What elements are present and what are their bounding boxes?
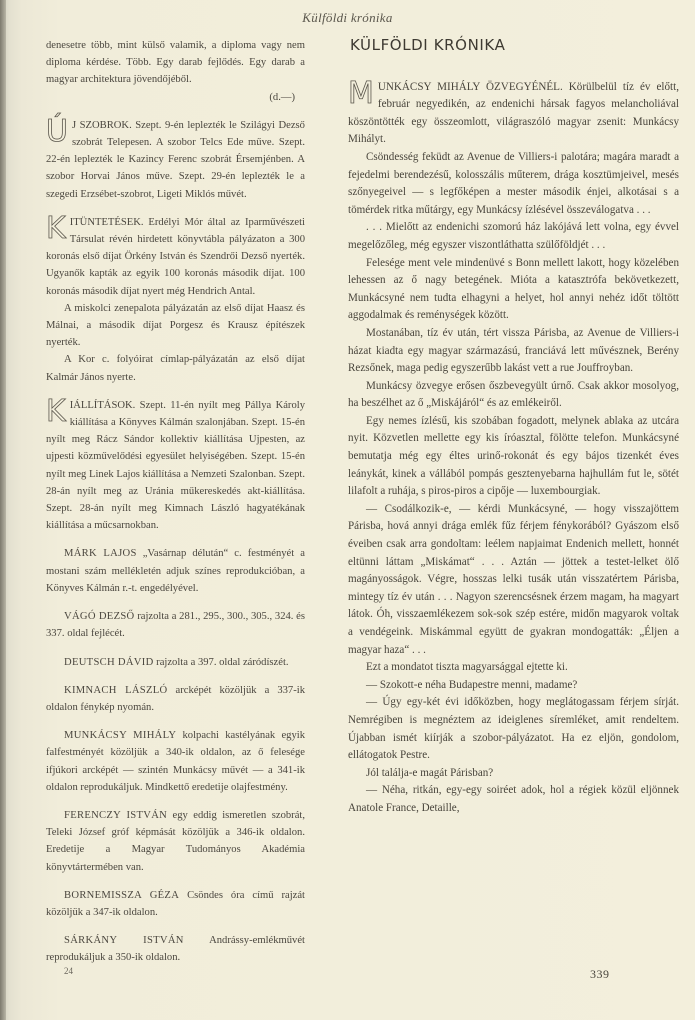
note-paragraph (46, 807, 305, 876)
page-binding-shadow (0, 0, 6, 1020)
note-text: rajzolta a 397. oldal záródíszét. (153, 656, 289, 668)
drop-cap-k: K (46, 210, 66, 246)
kituntetesek-text: Erdélyi Mór által az Iparművészeti Társulat révén hirdetett könyvtábla pályázaton a 300 koronás első díjat Örkény István és Szendrői Dezső nyerték. Ugyanők kapták az egyik 100 koronás második díjat. 100 koronás második díjat nyert még Hendrich Antal. (46, 216, 305, 297)
article-paragraph: Jól találja-e magát Párisban? (366, 766, 494, 779)
article-text: Körülbelül tíz év előtt, február negyedikén, az endenichi hársak fagyos melancholiával köszöntötték egy összeomlott, világraszóló magyar zsenit: Munkácsy Mihályt. (348, 80, 679, 146)
article-paragraph: — Úgy egy-két évi időközben, hogy meglátogassam férjem sírját. Nemrégiben is megnéztem az ideiglenes síremléket, amit rendeltem. Újabban ismét kiírják a szobor-pályázatot. Ha ez eljön, gondolom, ellátogatok Pestre. (348, 696, 679, 762)
signature-mark: 24 (64, 966, 73, 976)
kiallitasok-paragraph (46, 393, 305, 535)
note-text: rajzolta a 281., 295., 300., 305., 324. és 337. oldal fejlécét. (46, 611, 305, 640)
page-number: 339 (590, 967, 610, 981)
note-lead: MÁRK LAJOS (64, 548, 137, 560)
uj-szobrok-lead: J SZOBROK. (71, 119, 132, 131)
article-paragraph: — Néha, ritkán, egy-egy soiréet adok, hol a régiek közül eljönnek Anatole France, Detaille, (348, 784, 679, 814)
note-lead: KIMNACH LÁSZLÓ (64, 684, 168, 696)
note-lead: BORNEMISSZA GÉZA (64, 889, 180, 901)
note-paragraph (46, 654, 305, 671)
note-paragraph (46, 608, 305, 642)
continuation-paragraph (46, 37, 305, 106)
note-paragraph (46, 545, 305, 597)
kituntetesek-paragraph (46, 210, 305, 300)
left-column (46, 37, 305, 967)
note-paragraph (46, 887, 305, 921)
drop-cap-m: M (348, 75, 374, 111)
kor-paragraph: A Kor c. folyóirat címlap-pályázatán az első díjat Kalmár János nyerte. (46, 354, 305, 383)
uj-szobrok-text: Szept. 9-én leplezték le Szilágyi Dezső szobrát Telepesen. A szobor Telcs Ede műve. Szept. 22-én leplezték le Kazincy Ferenc szobrát Érsemjénben. A szobor Horvai János műve. Szept. 29-én leplezték le a szegedi Erzsébet-szobrot, Ligeti Miklós művét. (46, 119, 305, 200)
article-paragraph: Csöndesség feküdt az Avenue de Villiers-i palotára; magára maradt a fejedelmi berendezésű, kolosszális műterem, drága kosztümjeivel, mesés szőnyegeivel — s legfőképen a mester második énjei, alkotásai s a tömérdek ritka műtárgy, egy Munkácsy ízlésével összeválogatva . . . (348, 150, 679, 216)
note-lead: DEUTSCH DÁVID (64, 656, 154, 668)
note-text: „Vasárnap délután“ c. festményét a mostani szám mellékletén adjuk színes reprodukcióban, a Könyves Kálmán r.-t. engedélyével. (46, 548, 305, 594)
article-paragraph: — Csodálkozik-e, — kérdi Munkácsyné, — hogy visszajöttem Párisba, hová annyi drága emlék fűz férjem fénykorából? Gyászom első éveiben csak arra gondoltam: leélem napjaimat Endenich mellett, honnét eltünni láttam „Miskámat“ . . . Aztán — jöttek a testet-lelket ölő magányosságok. Végre, hosszas lelki tusák után visszatértem Párisba, mintegy tíz év után . . . Nagyon szerencsésnek érzem magam, ha magyart látok. Óh, visszaemlékezem sok-sok szép estére, midőn magyarok voltak a vendégeink. Miskámmal együtt de gyakran mondogatták: „Éljen a magyar haza“ . . . (348, 502, 679, 656)
kiallitasok-text: Szept. 11-én nyílt meg Pállya Károly kiállítása a Könyves Kálmán szalonjában. Szept. 15-én nyílt meg Rácz Sándor kollektiv kiállítása Ujpesten, az ujpesti közművelődési egyesület helyiségében. Szept. 15-én nyílt meg Linek Lajos kiállítása a Nemzeti Szalonban. Szept. 28-án nyílt meg az Uránia műkereskedés akt-kiállítása. Szept. 28-án nyílt meg Kimnach László hagyatékának kiállítása a műcsarnokban. (46, 399, 305, 532)
article-paragraph: — Szokott-e néha Budapestre menni, madame? (366, 678, 578, 691)
kiallitasok-lead: IÁLLÍTÁSOK. (69, 399, 136, 411)
note-lead: SÁRKÁNY ISTVÁN (64, 935, 184, 947)
article-paragraph: . . . Mielőtt az endenichi szomorú ház lakójává lett volna, egy évvel megelőzőleg, még egyszer viszontláthatta szülőföldjét . . . (348, 221, 679, 251)
section-title: KÜLFÖLDI KRÓNIKA (350, 36, 506, 54)
note-lead: MUNKÁCSY MIHÁLY (64, 730, 177, 742)
article-paragraph: Felesége ment vele mindenüvé s Bonn mellett lakott, hogy közelében lehessen az ő nagy betegének. Mióta a katasztrófa bekövetkezett, Munkácsyné nem tudta elhagyni a helyet, hol annyi nehéz időt töltött aggodalmak és reménységek között. (348, 256, 679, 322)
note-text: Andrássy-emlékművét reprodukáljuk a 350-ik oldalon. (46, 935, 305, 964)
note-paragraph (46, 682, 305, 716)
continuation-text: denesetre több, mint külső valamik, a diploma vagy nem diploma kérdése. Több. Egy darab fejlődés. Egy darab a magyar architektura jövendőjéből. (46, 40, 305, 86)
note-paragraph (46, 727, 305, 796)
article-opening-paragraph (348, 75, 679, 149)
right-column (348, 37, 679, 818)
article-lead: UNKÁCSY MIHÁLY ÖZVEGYÉNÉL. (377, 80, 563, 93)
note-text: egy eddig ismeretlen szobrát, Teleki József gróf képmását közöljük a 346-ik oldalon. Eredetije a Magyar Tudományos Akadémia könyvtártermében van. (46, 809, 305, 873)
article-paragraph: Munkácsy özvegye erősen őszbevegyült úrnő. Csak akkor mosolyog, ha beszélhet az ő „Miskájáról“ és az emlékeiről. (348, 379, 679, 410)
article-paragraph: Egy nemes ízlésű, kis szobában fogadott, melynek ablaka az utcára nyit. Közvetlen mellette egy kis íróasztal, fölötte telefon. Munkácsyné bemutatja még egy éltes urinő-rokonát és egy bájos tizenkét éves leánykát, kinek a vállából pompás gesztenyebarna hajhullám fut le, sötét lilafolt a ruhája, s piros-piros a cipője — luxembourgiak. (348, 414, 679, 498)
uj-szobrok-paragraph (46, 113, 305, 203)
note-paragraph (46, 932, 305, 966)
note-text: kolpachi kastélyának egyik falfestményét közöljük a 340-ik oldalon, az ő felesége ifjúkori arcképét — szintén Munkácsy művét — a 341-ik oldalon reprodukáljuk. Mindkettő eredetije olajfestmény. (46, 730, 305, 793)
kituntetesek-lead: ITÜNTETÉSEK. (69, 216, 144, 228)
article-paragraph: Ezt a mondatot tiszta magyarsággal ejtette ki. (366, 661, 568, 674)
article-paragraph: Mostanában, tíz év után, tért vissza Párisba, az Avenue de Villiers-i házat kiadta egy magyar származású, franciává lett művésznek, Berény Rezsőnek, maga pedig egyszerűbb lakást vett a rue Jouffroyban. (348, 326, 679, 375)
drop-cap-k2: K (46, 393, 66, 429)
author-signoff: (d.—) (269, 91, 295, 103)
running-head: Külföldi krónika (302, 10, 393, 25)
note-text: arcképét közöljük a 337-ik oldalon fénykép nyomán. (46, 684, 305, 713)
drop-cap-u: Ú (46, 113, 68, 149)
note-text: Csöndes óra című rajzát közöljük a 347-ik oldalon. (46, 889, 305, 918)
note-lead: VÁGÓ DEZSŐ (64, 611, 135, 623)
miskolc-paragraph: A miskolci zenepalota pályázatán az első díjat Haasz és Málnai, a második díjat Porgesz és Krausz építészek nyerték. (46, 302, 305, 349)
note-lead: FERENCZY ISTVÁN (64, 809, 168, 821)
